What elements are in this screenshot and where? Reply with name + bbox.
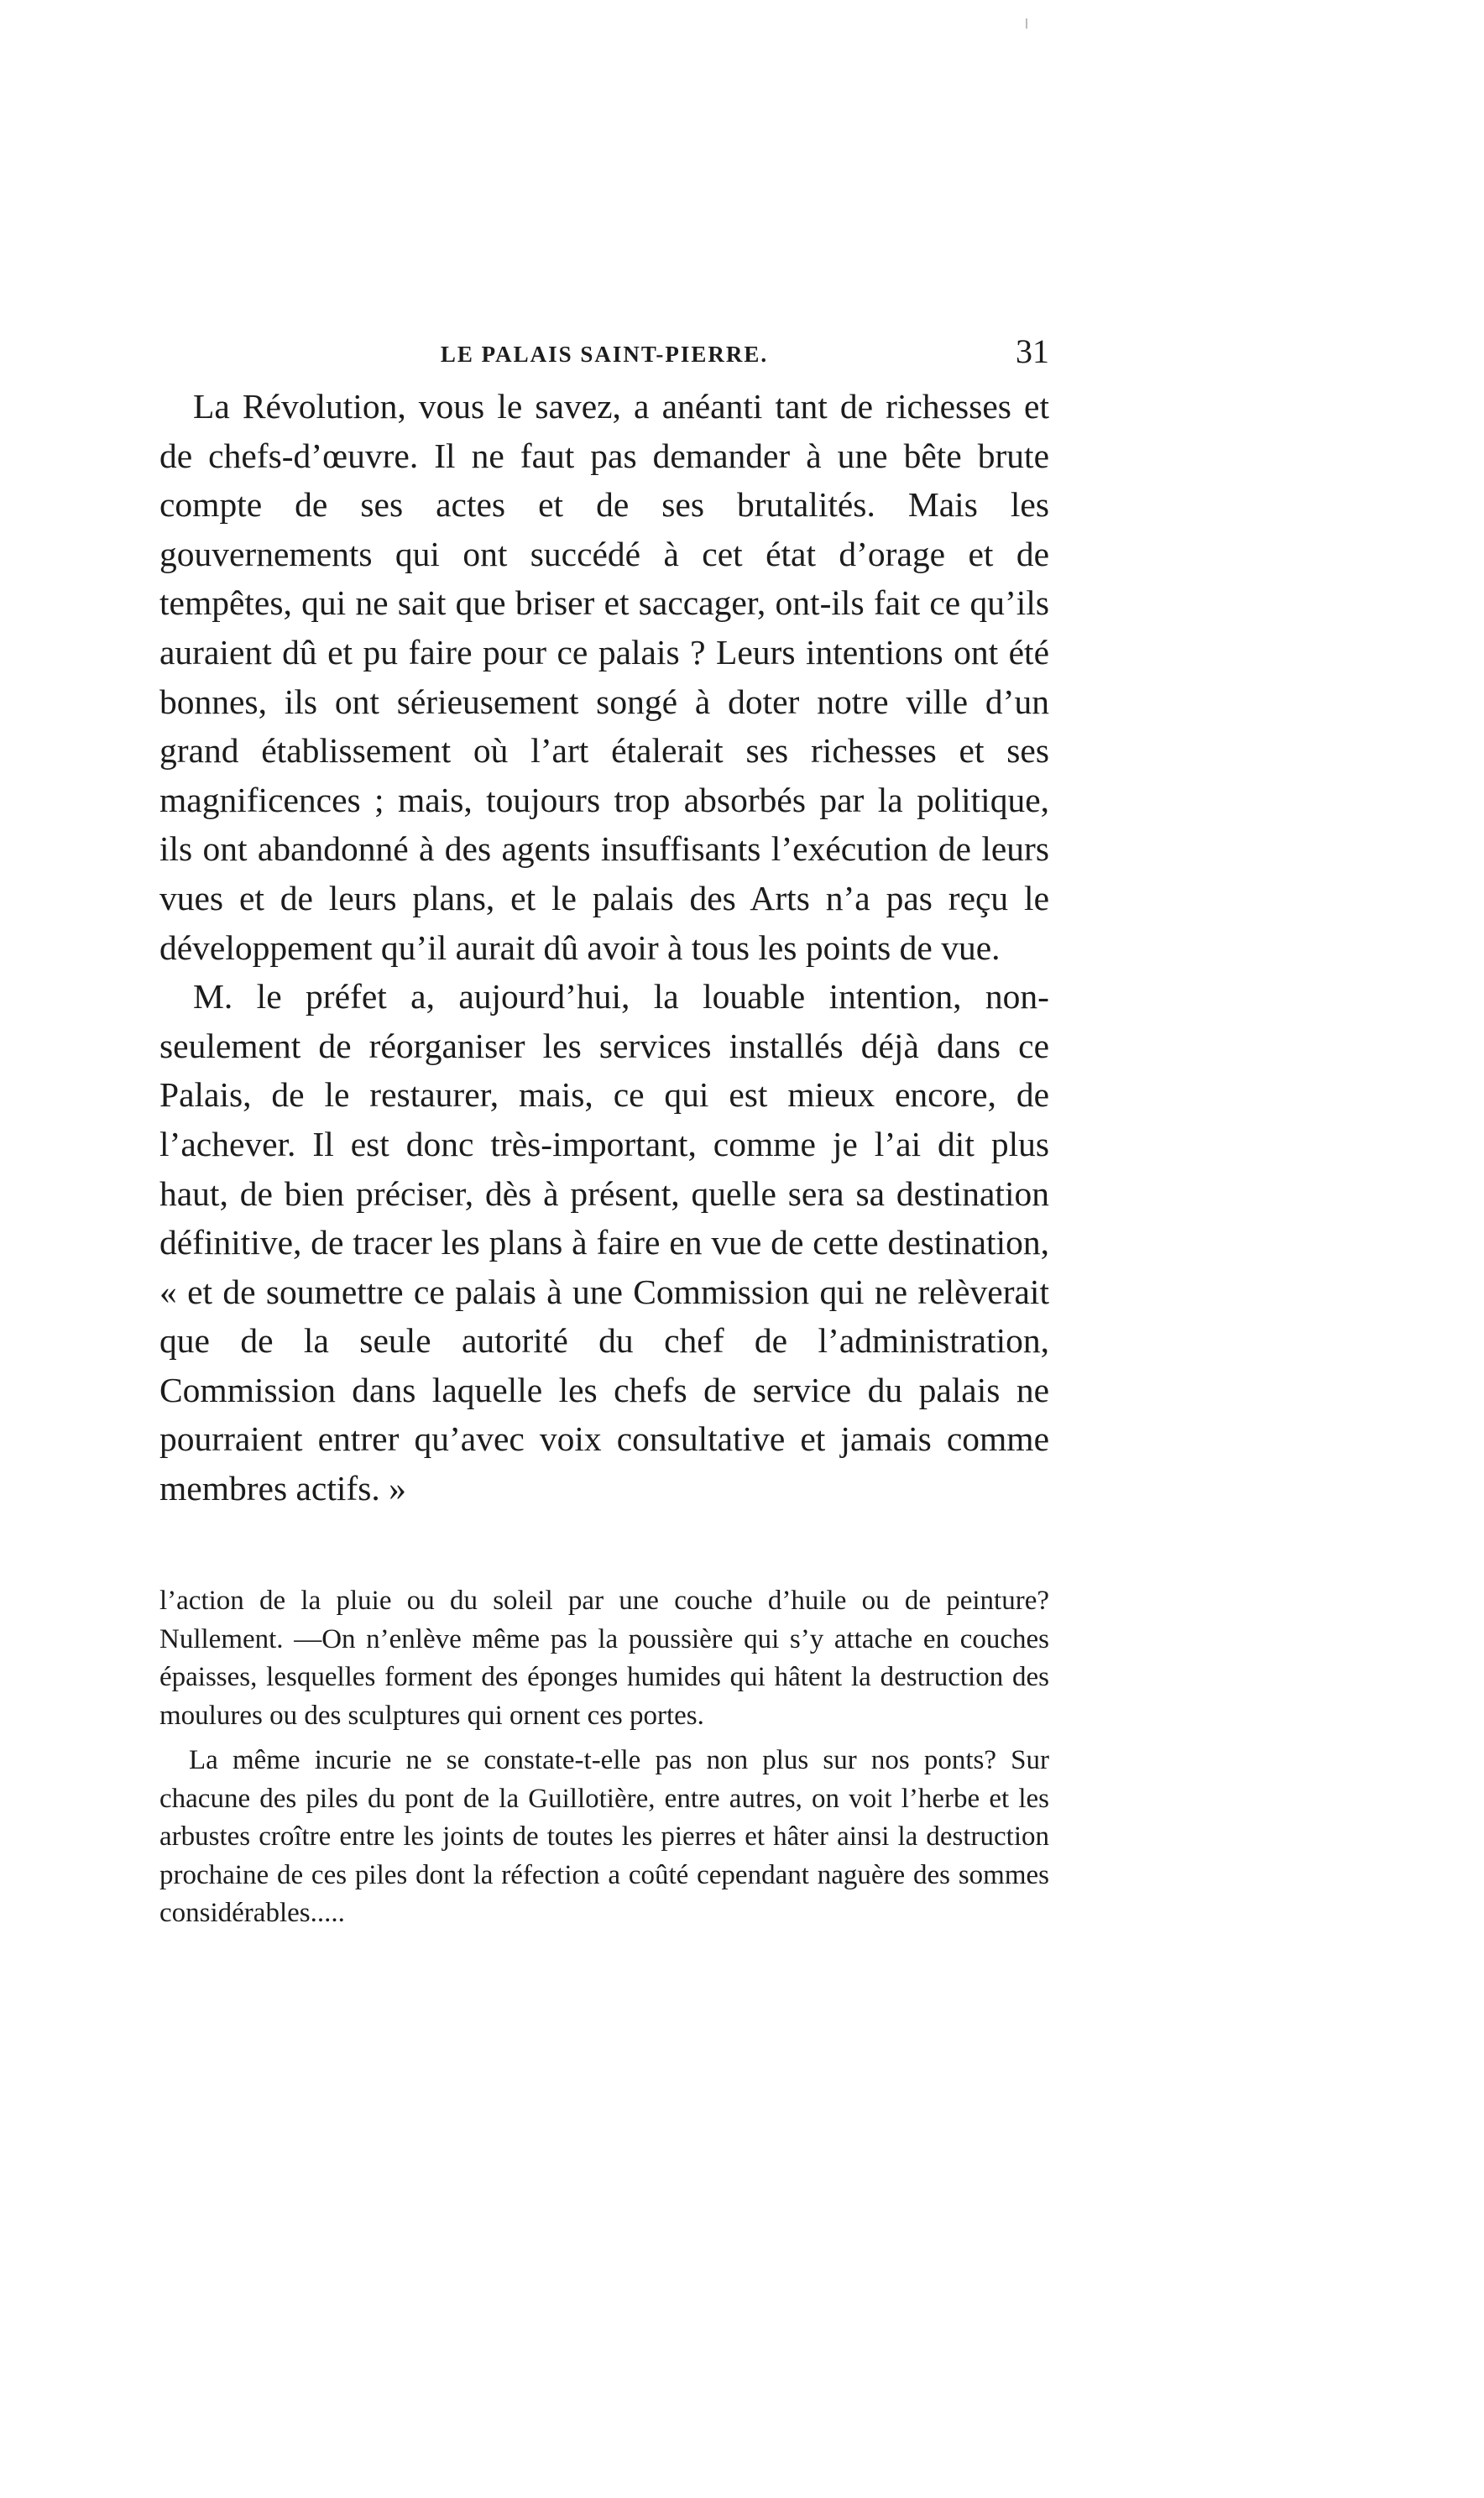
running-head: LE PALAIS SAINT-PIERRE. xyxy=(440,342,769,367)
main-text xyxy=(159,382,1049,1513)
paragraph: M. le préfet a, aujourd’hui, la louable intention, non-seulement de réorganiser les services installés déjà dans ce Palais, de le restaurer, mais, ce qui est mieux encore, de l’achever. Il est donc très-important, comme je l’ai dit plus haut, de bien préciser, dès à présent, quelle sera sa destination définitive, de tracer les plans à faire en vue de cette destination, « et de soumettre ce palais à une Commission qui ne relèverait que de la seule autorité du chef de l’administration, Commission dans laquelle les chefs de service du palais ne pourraient entrer qu’avec voix consultative et jamais comme membres actifs. » xyxy=(159,977,1049,1508)
footnote-continuation: l’action de la pluie ou du soleil par une couche d’huile ou de peinture? Nullement. —On n’enlève même pas la poussière qui s’y attache en couches épaisses, lesquelles forment des éponges humides qui hâtent la destruction des moulures ou des sculptures qui ornent ces portes. xyxy=(159,1586,1049,1731)
scan-speck xyxy=(1026,18,1027,29)
page-header xyxy=(159,332,1049,382)
page-number: 31 xyxy=(1016,332,1049,370)
paragraph: La Révolution, vous le savez, a anéanti tant de richesses et de chefs-d’œuvre. Il ne faut pas demander à une bête brute compte de ses actes et de ses brutalités. Mais les gouvernements qui ont succédé à cet état d’orage et de tempêtes, qui ne sait que briser et saccager, ont-ils fait ce qu’ils auraient dû et pu faire pour ce palais ? Leurs intentions ont été bonnes, ils ont sérieusement songé à doter notre ville d’un grand établissement où l’art étalerait ses richesses et ses magnificences ; mais, toujours trop absorbés par la politique, ils ont abandonné à des agents insuffisants l’exécution de leurs vues et de leurs plans, et le palais des Arts n’a pas reçu le développement qu’il aurait dû avoir à tous les points de vue. xyxy=(159,387,1049,967)
footnote-paragraph: La même incurie ne se constate-t-elle pas non plus sur nos ponts? Sur chacune des piles du pont de la Guillotière, entre autres, on voit l’herbe et les arbustes croître entre les joints de toutes les pierres et hâter ainsi la destruction prochaine de ces piles dont la réfection a coûté cependant naguère des sommes considérables..... xyxy=(159,1745,1049,1928)
footnote-block xyxy=(159,1582,1049,1933)
